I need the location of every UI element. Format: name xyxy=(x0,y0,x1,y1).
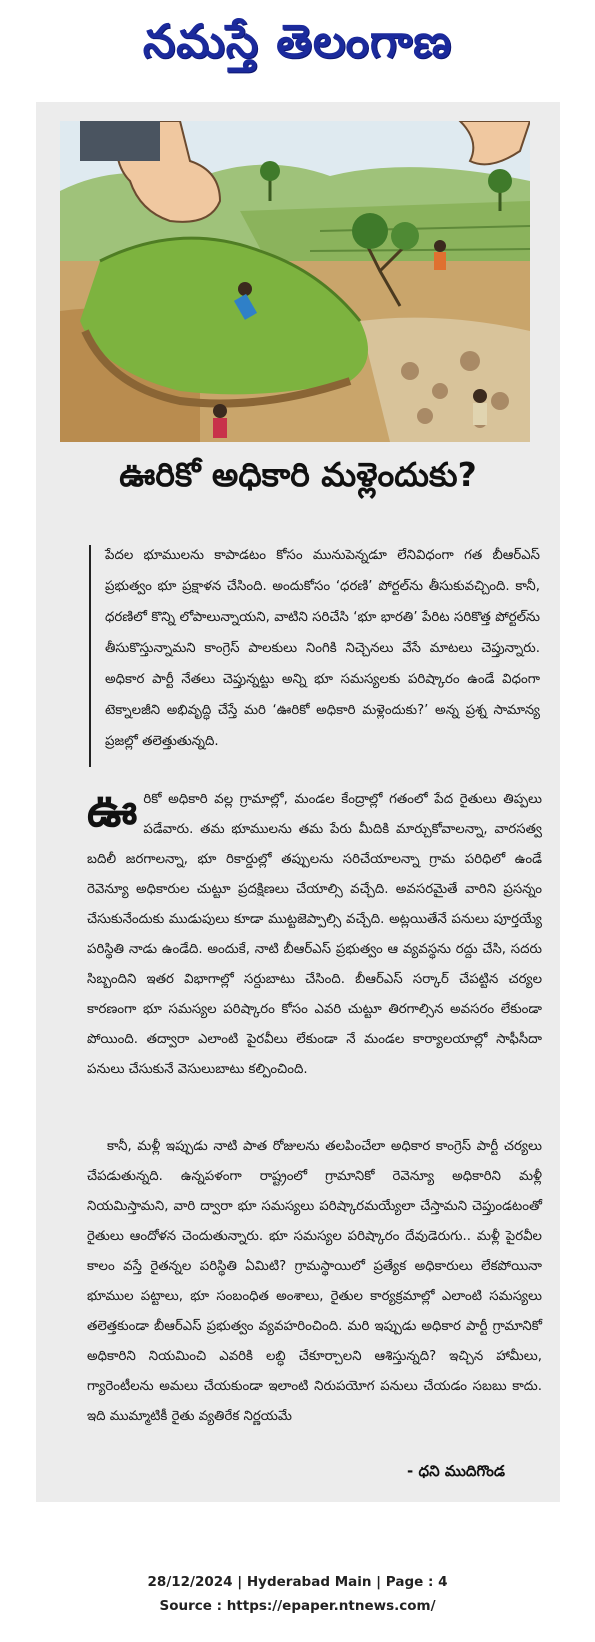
intro-accent-bar xyxy=(89,545,91,767)
source-link[interactable]: Source : https://epaper.ntnews.com/ xyxy=(159,1598,436,1614)
article-paragraph: కానీ, మళ్లీ ఇప్పుడు నాటి పాత రోజులను తలపించేలా అధికార కాంగ్రెస్ పార్టీ చర్యలు చేపడుతున్నది. ఉన్నపళంగా రాష్ట్రంలో గ్రామానికో రెవెన్యూ అధికారిని మళ్లీ నియమిస్తామని, వారి ద్వారా భూ సమస్యలు పరిష్కారమయ్యేలా చేస్తామని చెప్తుండటంతో రైతులు ఆందోళన చెందుతున్నారు. భూ సమస్యల పరిష్కారం దేవుడెరుగు.. మళ్లీ పైరవీల కాలం వస్తే రైతన్నల పరిస్థితి ఏమిటి? గ్రామస్థాయిలో ప్రత్యేక అధికారులు లేకపోయినా భూముల పట్టాలు, భూ సంబంధిత అంశాలు, రైతుల కార్యక్రమాల్లో ఎలాంటి సమస్యలు తలెత్తకుండా బీఆర్‌ఎస్ ప్రభుత్వం వ్యవహరించింది. మరి ఇప్పుడు అధికార పార్టీ గ్రామానికో అధికారిని నియమించి ఎవరికి లబ్ధి చేకూర్చాలని ఆశిస్తున్నది? ఇచ్చిన హామీలు, గ్యారెంటీలను అమలు చేయకుండా ఇలాంటి నిరుపయోగ పనులు చేయడం సబబు కాదు. ఇది ముమ్మాటికీ రైతు వ్యతిరేక నిర్ణయమే xyxy=(87,1139,542,1424)
farmland-hand-illustration xyxy=(60,121,530,442)
author-byline: - ధని ముదిగొండ xyxy=(407,1462,505,1480)
paragraph-text: రికో అధికారి వల్ల గ్రామాల్లో, మండల కేంద్రాల్లో గతంలో పేద రైతులు తిప్పలు పడేవారు. తమ భూములను తమ పేరు మీదికి మార్చుకోవాలన్నా, వారసత్వ బదిలీ జరగాలన్నా, భూ రికార్డుల్లో తప్పులను సరిచేయాలన్నా గ్రామ పరిధిలో ఉండే రెవెన్యూ అధికారుల చుట్టూ ప్రదక్షిణలు చేయాల్సి వచ్చేది. అవసరమైతే వారిని ప్రసన్నం చేసుకునేందుకు ముడుపులు కూడా ముట్టజెప్పాల్సి వచ్చేది. అట్లయితేనే పనులు పూర్తయ్యే పరిస్థితి నాడు ఉండేది. అందుకే, నాటి బీఆర్‌ఎస్ ప్రభుత్వం ఆ వ్యవస్థను రద్దు చేసి, సదరు సిబ్బందిని ఇతర విభాగాల్లో సర్దుబాటు చేసింది. బీఆర్‌ఎస్ సర్కార్ చేపట్టిన చర్యల కారణంగా భూ సమస్యల పరిష్కారం కోసం ఎవరి చుట్టూ తిరగాల్సిన అవసరం లేకుండా పోయింది. తద్వారా ఎలాంటి పైరవీలు లేకుండా నే మండల కార్యాలయాల్లో సాఫీసీదా పనులు చేసుకునే వెసులుబాటు కల్పించింది. xyxy=(87,792,542,1077)
page-footer xyxy=(0,1570,595,1618)
article-paragraph xyxy=(87,785,542,1085)
edition-info: 28/12/2024 | Hyderabad Main | Page : 4 xyxy=(147,1574,448,1590)
article-headline: ఊరికో అధికారి మళ్లెందుకు? xyxy=(119,455,477,494)
masthead xyxy=(0,0,595,90)
article-illustration xyxy=(60,121,530,442)
article-intro: పేదల భూములను కాపాడటం కోసం మునుపెన్నడూ లేనివిధంగా గత బీఆర్‌ఎస్ ప్రభుత్వం భూ ప్రక్షాళన చేసింది. అందుకోసం ‘ధరణి’ పోర్టల్‌ను తీసుకువచ్చింది. కానీ, ధరణిలో కొన్ని లోపాలున్నాయని, వాటిని సరిచేసి ‘భూ భారతి’ పేరిట సరికొత్త పోర్టల్‌ను తీసుకొస్తున్నామని కాంగ్రెస్ పాలకులు నింగికి నిచ్చెనలు వేసే మాటలు చెప్తున్నారు. అధికార పార్టీ నేతలు చెప్తున్నట్టు అన్ని భూ సమస్యలకు పరిష్కారం ఉండే విధంగా టెక్నాలజీని అభివృద్ధి చేస్తే మరి ‘ఊరికో అధికారి మళ్లెందుకు?’ అన్న ప్రశ్న సామాన్య ప్రజల్లో తలెత్తుతున్నది. xyxy=(105,548,540,749)
newspaper-logo: నమస్తే తెలంగాణ xyxy=(142,14,453,68)
drop-cap: ఊ xyxy=(87,783,138,837)
